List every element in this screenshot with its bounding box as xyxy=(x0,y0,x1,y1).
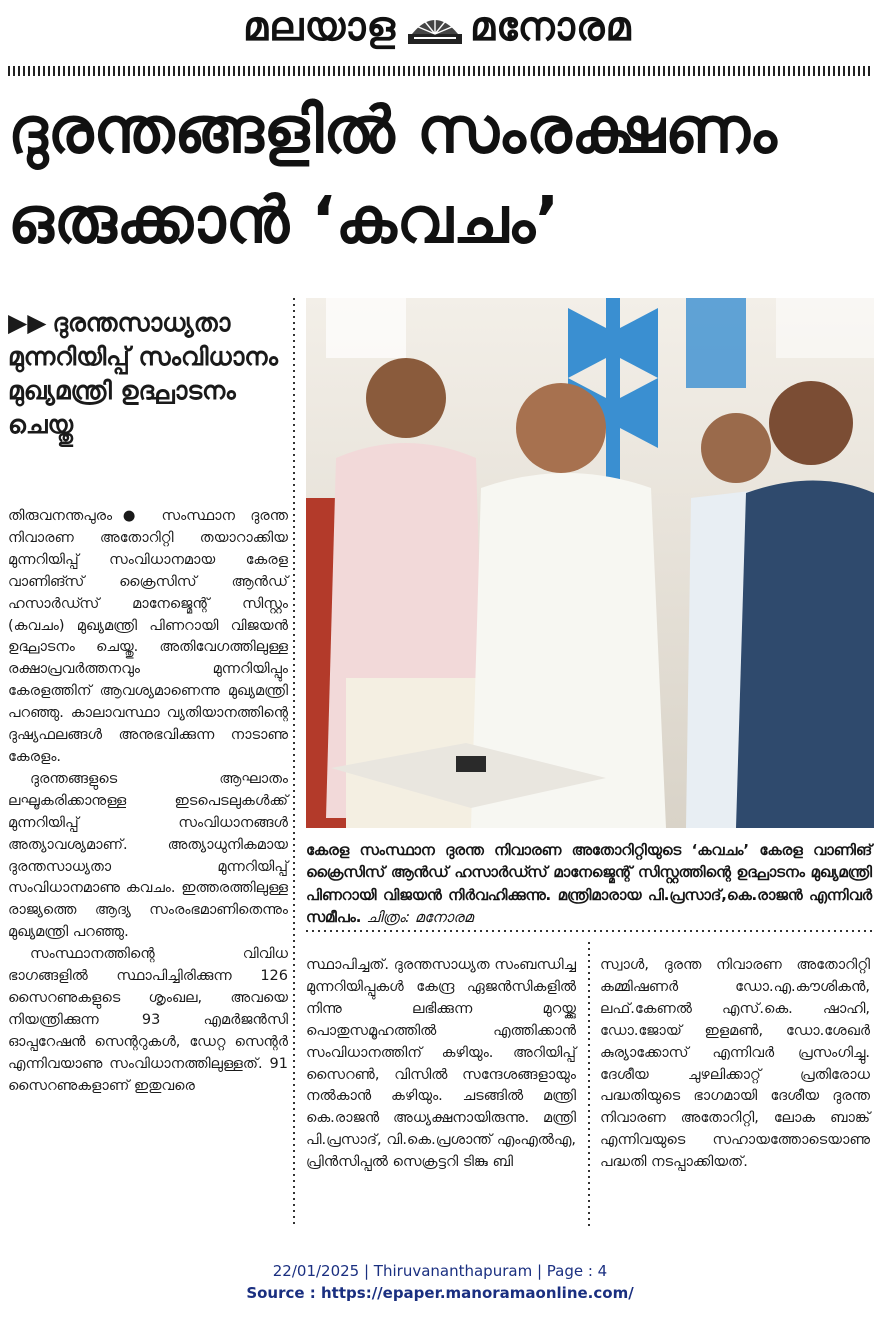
double-arrow-icon: ▶▶ xyxy=(8,308,47,337)
footer xyxy=(0,1260,880,1304)
article-paragraph: സ്വാൾ, ദുരന്ത നിവാരണ അതോറിറ്റി കമ്മിഷണർ ഡോ.എ.കൗശികൻ, ലഫ്.കേണൽ എസ്.കെ. ഷാഹി, ഡോ.ജോയ് ഇളമൺ, ഡോ.ശേഖർ കുര്യാക്കോസ് എന്നിവർ പ്രസംഗിച്ചു. ദേശീയ ചുഴലിക്കാറ്റ് പ്രതിരോധ പദ്ധതിയുടെ ഭാഗമായി ദേശീയ ദുരന്ത നിവാരണ അതോറിറ്റി, ലോക ബാങ്ക് എന്നിവയുടെ സഹായത്തോടെയാണു പദ്ധതി നടപ്പാക്കിയത്. xyxy=(600,957,870,1171)
headline xyxy=(8,86,872,266)
masthead-title-left: മലയാള xyxy=(243,4,396,50)
column-divider-left xyxy=(293,298,295,1228)
masthead-rule xyxy=(8,66,872,76)
photo-illustration xyxy=(306,298,874,828)
footer-source-link[interactable]: Source : https://epaper.manoramaonline.com/ xyxy=(246,1284,634,1302)
caption-text: കേരള സംസ്ഥാന ദുരന്ത നിവാരണ അതോറിറ്റിയുടെ ‘കവചം’ കേരള വാണിങ് ക്രൈസിസ് ആൻഡ് ഹസാർഡ്സ് മാനേജ്മെന്റ് സിസ്റ്റത്തിന്റെ ഉദ്ഘാടനം മുഖ്യമന്ത്രി പിണറായി വിജയൻ നിർവഹിക്കുന്നു. മന്ത്രിമാരായ പി.പ്രസാദ്,കെ.രാജൻ എന്നിവർ സമീപം. xyxy=(306,842,872,927)
headline-line-1: ദുരന്തങ്ങളിൽ സംരക്ഷണം xyxy=(8,94,777,168)
article-paragraph: ദുരന്തങ്ങളുടെ ആഘാതം ലഘൂകരിക്കാനുള്ള ഇടപെടലുകൾക്ക് മുന്നറിയിപ്പ് സംവിധാനങ്ങൾ അത്യാവശ്യമാണ്. അത്യാധുനികമായ ദുരന്തസാധ്യതാ മുന്നറിയിപ്പ് സംവിധാനമാണു കവചം. ഇത്തരത്തിലുള്ള രാജ്യത്തെ ആദ്യ സംരംഭമാണിതെന്നും മുഖ്യമന്ത്രി പറഞ്ഞു. xyxy=(8,770,288,941)
kicker-text: ദുരന്തസാധ്യതാ മുന്നറിയിപ്പ് സംവിധാനം മുഖ്യമന്ത്രി ഉദ്ഘാടനം ചെയ്തു xyxy=(8,308,278,439)
caption-rule xyxy=(306,930,872,932)
article-column-2 xyxy=(306,955,576,1174)
photo-credit: ചിത്രം: മനോരമ xyxy=(366,909,474,927)
footer-date-line: 22/01/2025 | Thiruvananthapuram | Page : 4 xyxy=(272,1262,608,1280)
photo-caption xyxy=(306,840,872,930)
headline-line-2: ഒരുക്കാൻ ‘കവചം’ xyxy=(8,184,560,258)
article-paragraph: തിരുവനന്തപുരം● സംസ്ഥാന ദുരന്ത നിവാരണ അതോറിറ്റി തയാറാക്കിയ മുന്നറിയിപ്പ് സംവിധാനമായ കേരള വാണിങ്സ് ക്രൈസിസ് ആൻഡ് ഹസാർഡ്സ് മാനേജ്മെന്റ് സിസ്റ്റം (കവചം) മുഖ്യമന്ത്രി പിണറായി വിജയൻ ഉദ്ഘാടനം ചെയ്തു. അതിവേഗത്തിലുള്ള രക്ഷാപ്രവർത്തനവും മുന്നറിയിപ്പും കേരളത്തിന് ആവശ്യമാണെന്നു മുഖ്യമന്ത്രി പറഞ്ഞു. കാലാവസ്ഥാ വ്യതിയാനത്തിന്റെ ദുഷ്യഫലങ്ങൾ അനുഭവിക്കുന്ന നാടാണു കേരളം. xyxy=(8,508,288,765)
kicker xyxy=(8,306,288,442)
masthead-emblem-icon xyxy=(404,4,466,48)
article-column-3 xyxy=(600,955,870,1174)
masthead-title-right: മനോരമ xyxy=(470,4,632,50)
column-divider-right xyxy=(588,942,590,1228)
article-paragraph: സ്ഥാപിച്ചത്. ദുരന്തസാധ്യത സംബന്ധിച്ച മുന്നറിയിപ്പുകൾ കേന്ദ്ര ഏജൻസികളിൽ നിന്നു ലഭിക്കുന്ന മുറയ്ക്കു പൊതുസമൂഹത്തിൽ എത്തിക്കാൻ സംവിധാനത്തിന് കഴിയും. അറിയിപ്പ് സൈറൺ, വിസിൽ സന്ദേശങ്ങളായും നൽകാൻ കഴിയും. ചടങ്ങിൽ മന്ത്രി കെ.രാജൻ അധ്യക്ഷനായിരുന്നു. മന്ത്രി പി.പ്രസാദ്, വി.കെ.പ്രശാന്ത് എംഎൽഎ, പ്രിൻസിപ്പൽ സെക്രട്ടറി ടിങ്കു ബി xyxy=(306,957,576,1171)
article-paragraph: സംസ്ഥാനത്തിന്റെ വിവിധ ഭാഗങ്ങളിൽ സ്ഥാപിച്ചിരിക്കുന്ന 126 സൈറണുകളുടെ ശൃംഖല, അവയെ നിയന്ത്രിക്കുന്ന 93 എമർജൻസി ഓപ്പറേഷൻ സെന്ററുകൾ, ഡേറ്റ സെന്റർ എന്നിവയാണു സംവിധാനത്തിലുള്ളത്. 91 സൈറണുകളാണ് ഇതുവരെ xyxy=(8,946,288,1094)
masthead xyxy=(0,0,880,56)
news-photo xyxy=(306,298,874,828)
article-column-1 xyxy=(8,506,288,1097)
